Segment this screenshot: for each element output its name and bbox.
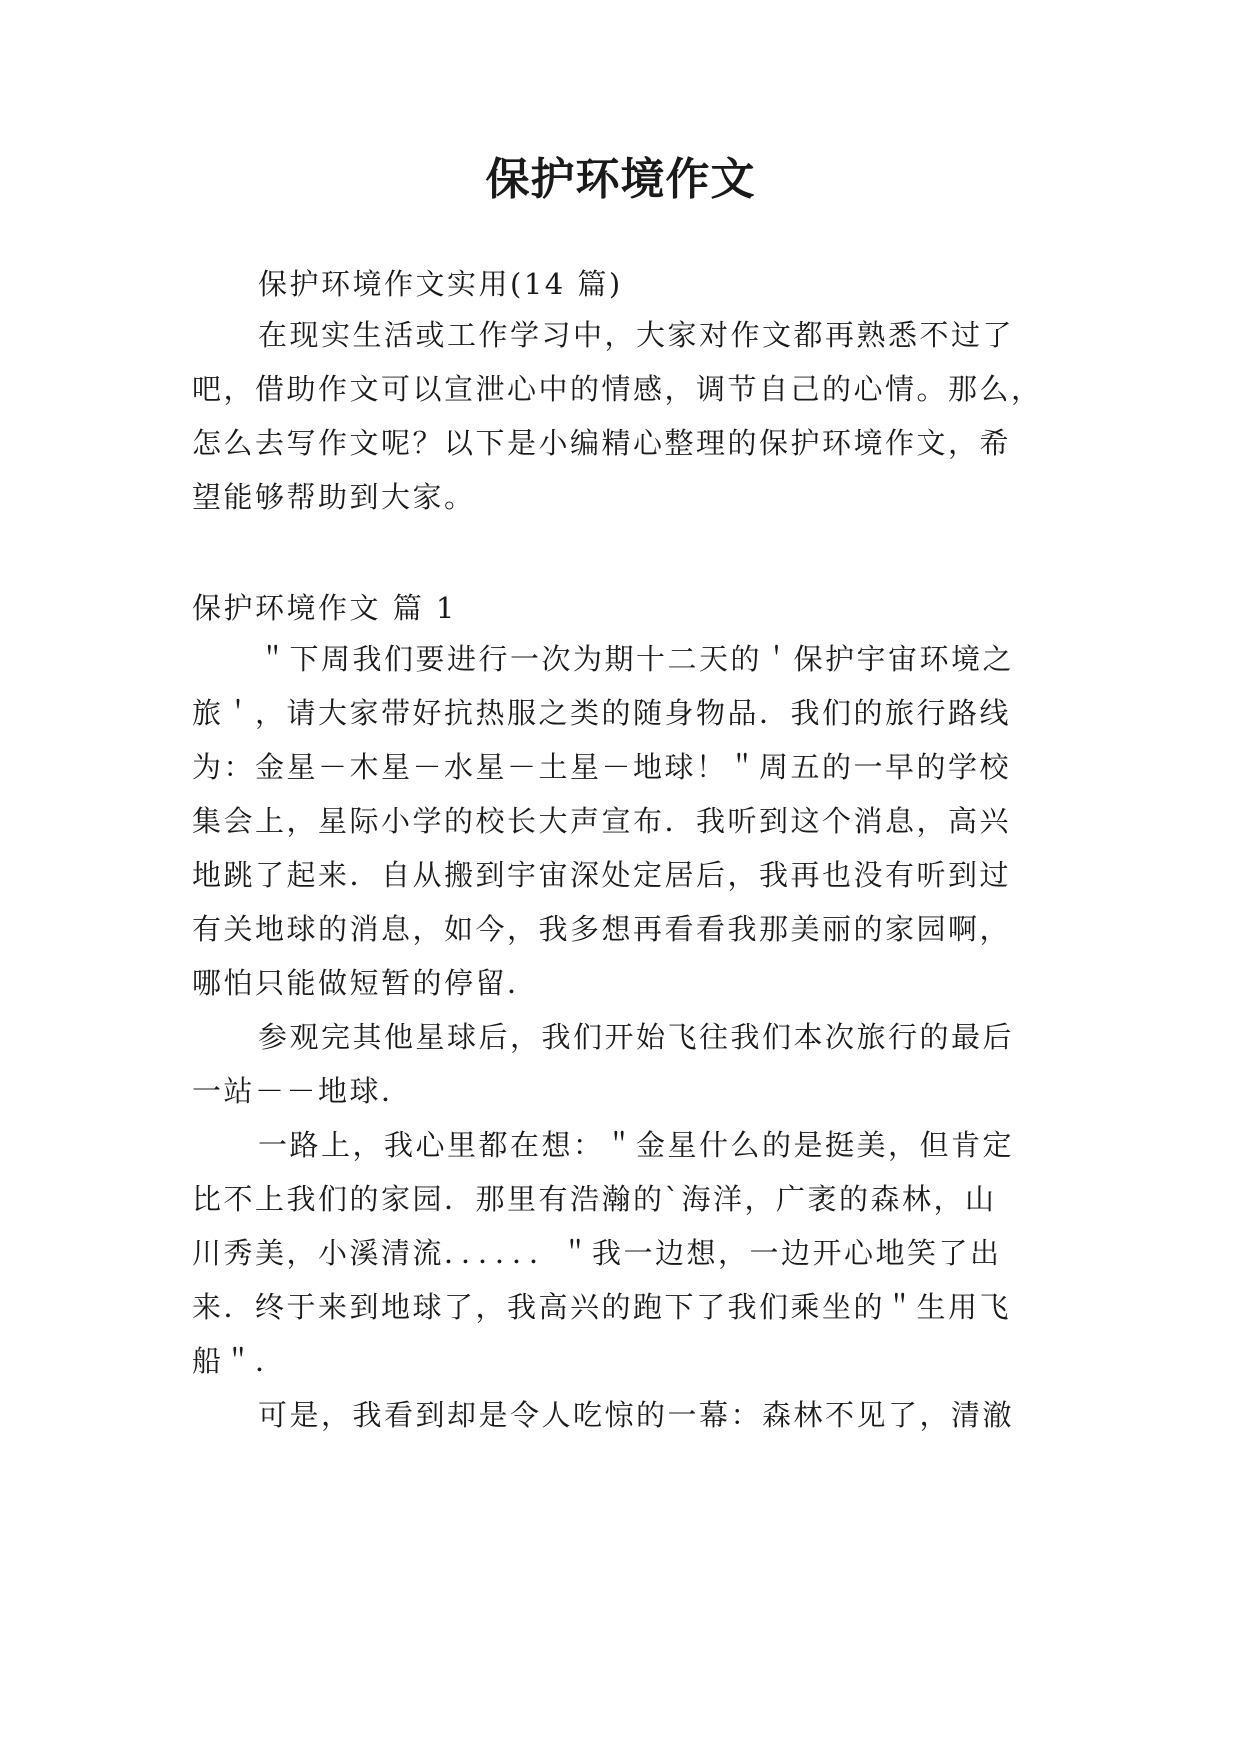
- text-line: 参观完其他星球后，我们开始飞往我们本次旅行的最后: [258, 1020, 1015, 1054]
- text-line: 一站－－地球．: [192, 1074, 413, 1108]
- text-line: 哪怕只能做短暂的停留．: [192, 966, 539, 1000]
- text-line: 望能够帮助到大家。: [192, 480, 476, 514]
- text-line: 吧，借助作文可以宣泄心中的情感，调节自己的心情。那么，: [192, 372, 1043, 406]
- text-line: 集会上，星际小学的校长大声宣布．我听到这个消息，高兴: [192, 804, 1012, 838]
- text-line: 来．终于来到地球了，我高兴的跑下了我们乘坐的＂生用飞: [192, 1290, 1012, 1324]
- text-line: 可是，我看到却是令人吃惊的一幕：森林不见了，清澈: [258, 1398, 1015, 1432]
- document-title: 保护环境作文: [485, 154, 756, 205]
- text-line: 一路上，我心里都在想：＂金星什么的是挺美，但肯定: [258, 1128, 1015, 1162]
- text-line: 有关地球的消息，如今，我多想再看看我那美丽的家园啊，: [192, 912, 1012, 946]
- document-subtitle: 保护环境作文实用(14 篇): [258, 267, 623, 301]
- section-heading: 保护环境作文 篇 1: [192, 591, 457, 625]
- text-line: ＂下周我们要进行一次为期十二天的＇保护宇宙环境之: [258, 642, 1015, 676]
- text-line: 怎么去写作文呢？以下是小编精心整理的保护环境作文，希: [192, 426, 1012, 460]
- text-line: 在现实生活或工作学习中，大家对作文都再熟悉不过了: [258, 318, 1015, 352]
- text-line: 船＂．: [192, 1344, 287, 1378]
- text-line: 为：金星－木星－水星－土星－地球！＂周五的一早的学校: [192, 750, 1012, 784]
- text-line: 旅＇，请大家带好抗热服之类的随身物品．我们的旅行路线: [192, 696, 1012, 730]
- text-line: 地跳了起来．自从搬到宇宙深处定居后，我再也没有听到过: [192, 858, 1012, 892]
- text-line: 川秀美，小溪清流．．．．．．＂我一边想，一边开心地笑了出: [192, 1236, 1002, 1270]
- text-line: 比不上我们的家园．那里有浩瀚的`海洋，广袤的森林，山: [192, 1182, 997, 1216]
